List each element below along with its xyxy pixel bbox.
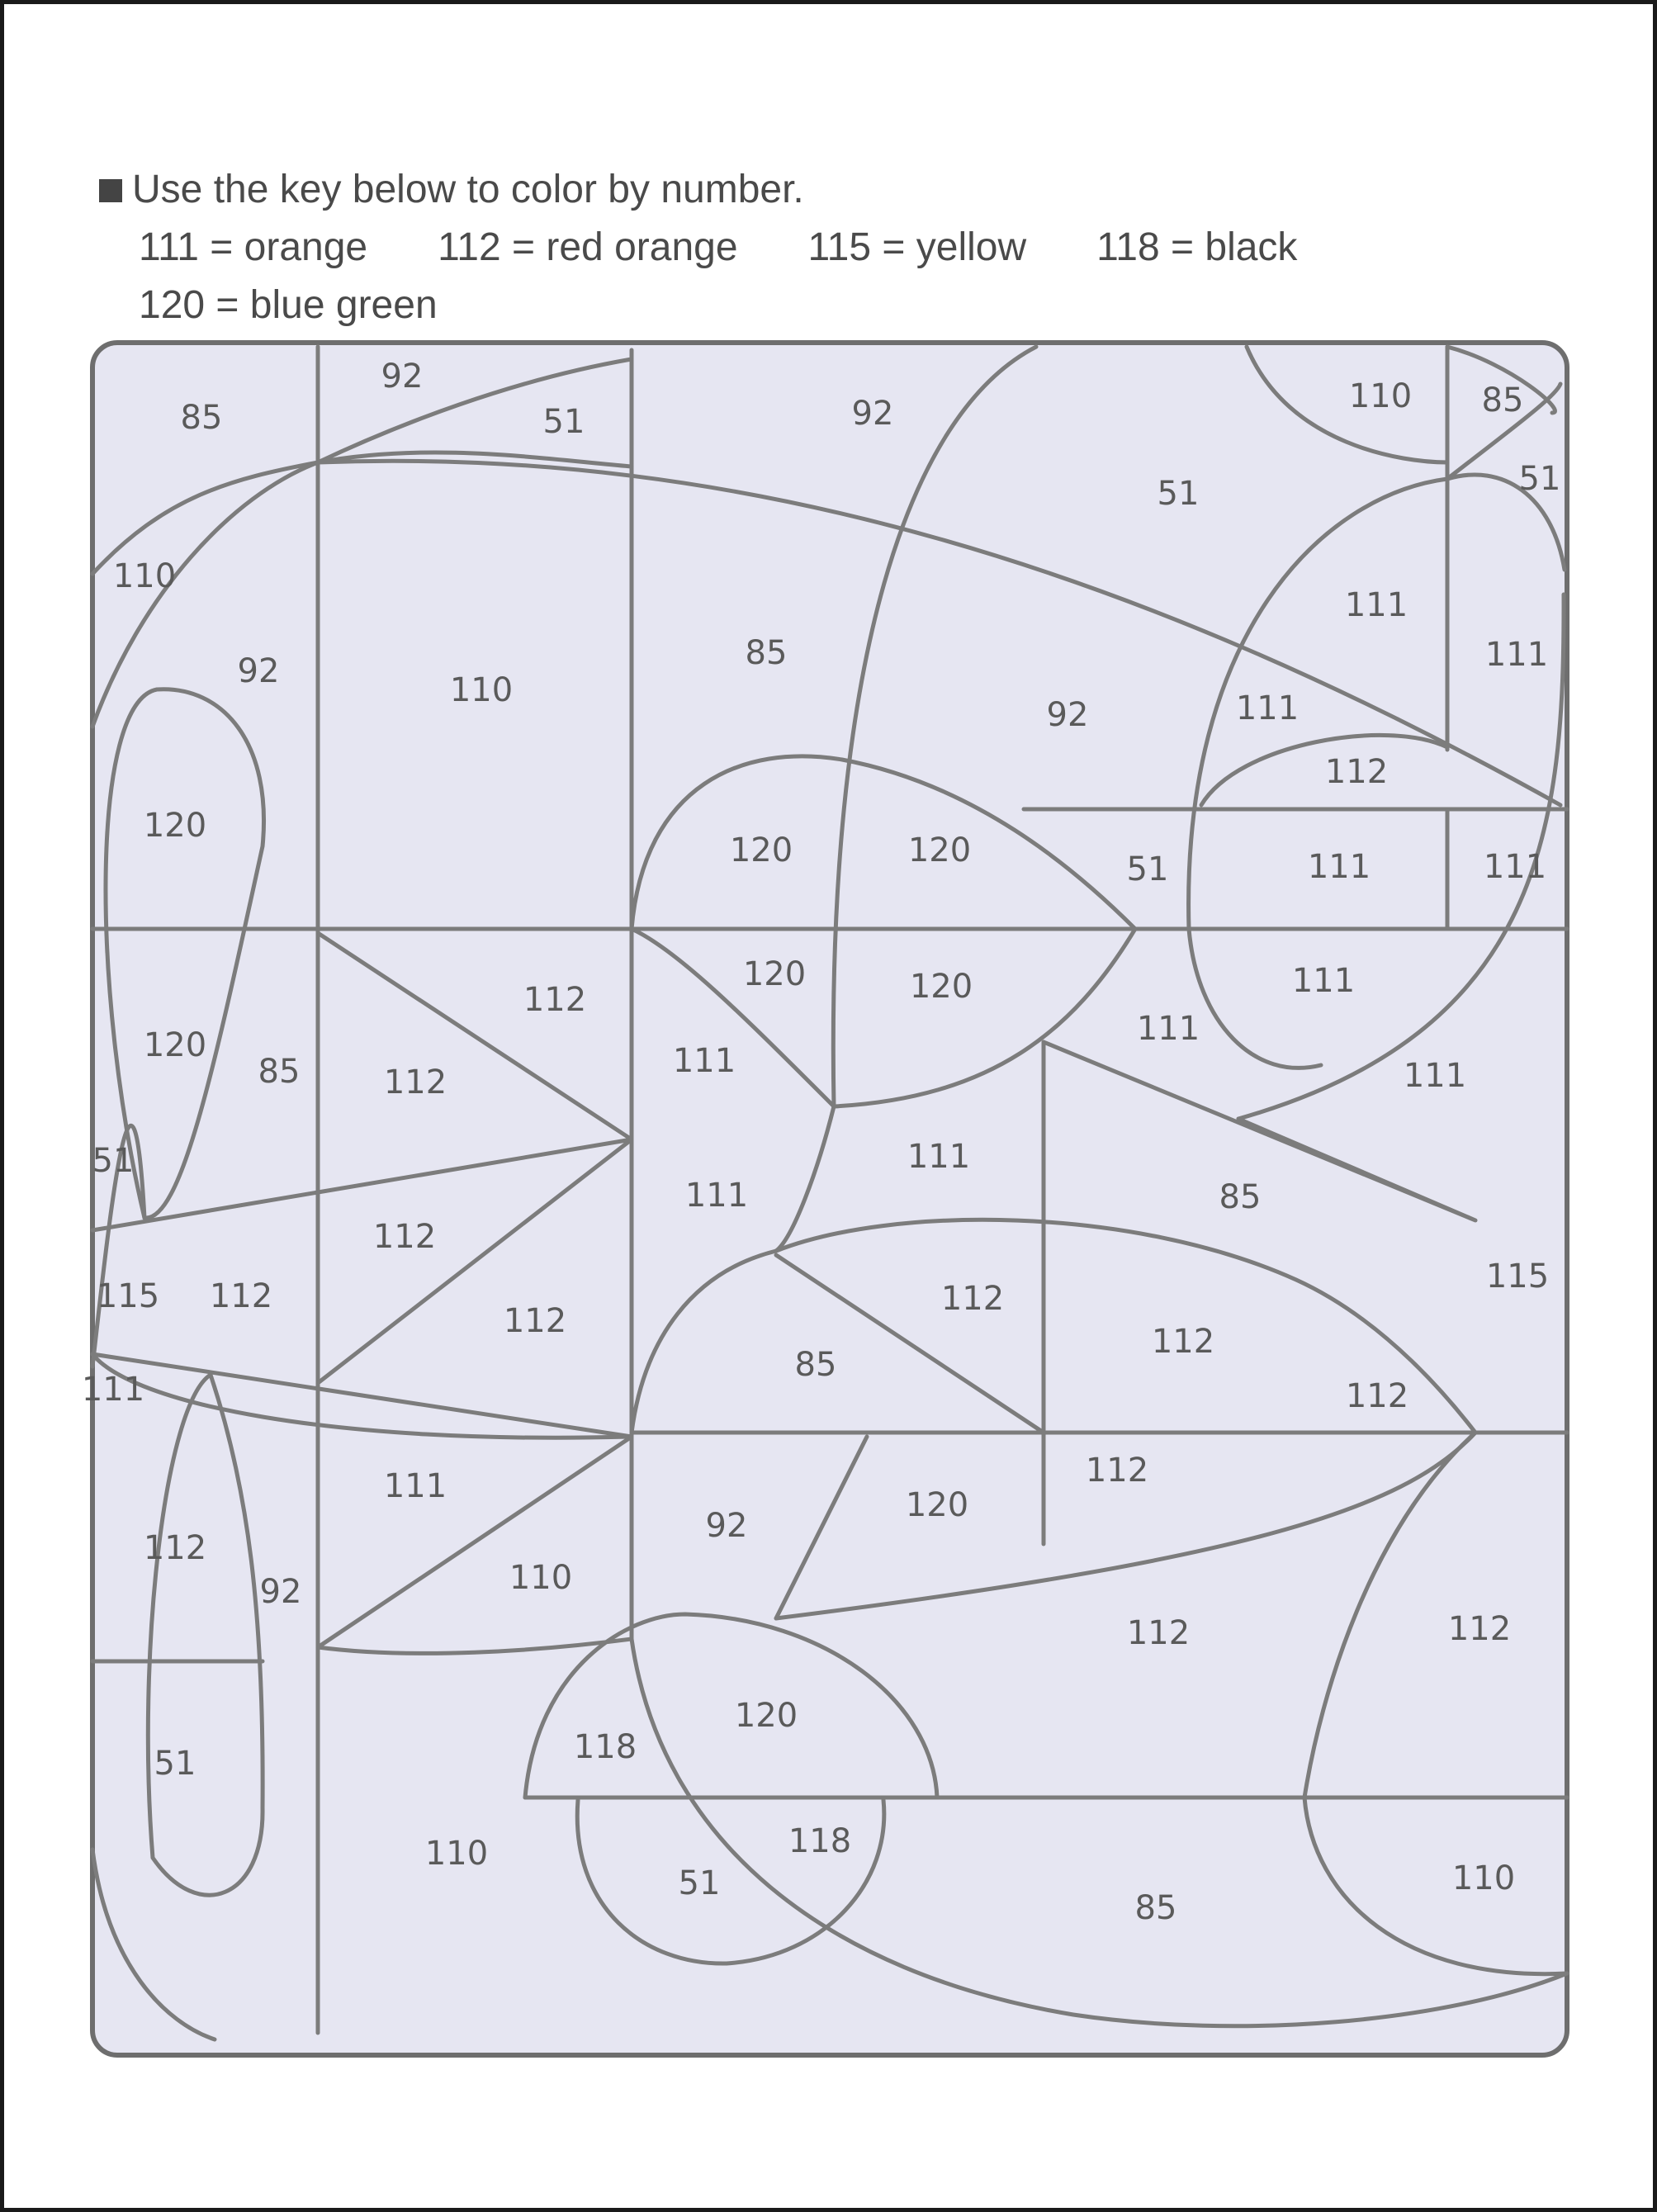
region-number: 111 <box>1403 1057 1467 1095</box>
region-number: 111 <box>383 1467 447 1505</box>
region-number: 85 <box>794 1346 837 1384</box>
region-number: 51 <box>678 1864 721 1902</box>
region-number: 92 <box>1046 696 1089 734</box>
region-number: 120 <box>143 1026 207 1064</box>
region-number: 120 <box>907 831 972 869</box>
region-number: 85 <box>180 399 223 437</box>
region-number: 112 <box>1447 1610 1512 1648</box>
region-number: 120 <box>909 968 973 1006</box>
region-number: 92 <box>705 1507 748 1545</box>
region-number: 110 <box>1348 377 1413 415</box>
region-number: 118 <box>788 1822 852 1860</box>
region-number: 111 <box>1483 848 1547 886</box>
region-number: 85 <box>1481 381 1524 419</box>
region-number: 111 <box>684 1177 749 1215</box>
region-number: 85 <box>1219 1178 1262 1216</box>
region-number: 120 <box>734 1697 798 1735</box>
region-number: 111 <box>907 1138 971 1176</box>
instructions-title: Use the key below to color by number. <box>132 168 804 211</box>
region-number: 85 <box>258 1053 301 1091</box>
region-number: 110 <box>424 1835 489 1873</box>
region-number: 112 <box>1324 753 1389 791</box>
region-number: 51 <box>542 403 585 441</box>
region-number: 110 <box>449 671 514 709</box>
region-number: 120 <box>905 1486 969 1524</box>
region-number: 112 <box>523 981 587 1019</box>
region-number: 51 <box>92 1142 135 1180</box>
region-number: 115 <box>1485 1258 1550 1295</box>
region-number: 85 <box>745 634 788 672</box>
region-number: 112 <box>383 1063 447 1101</box>
region-number: 92 <box>381 358 424 396</box>
key-item-111: 111 = orange <box>139 225 368 269</box>
region-number: 112 <box>503 1302 567 1340</box>
key-item-112: 112 = red orange <box>438 225 738 269</box>
key-item-120: 120 = blue green <box>139 283 438 327</box>
region-number: 92 <box>851 395 894 433</box>
region-number: 111 <box>672 1042 736 1080</box>
region-number: 85 <box>1134 1889 1177 1927</box>
key-item-118: 118 = black <box>1096 225 1298 269</box>
region-number: 51 <box>1157 475 1200 513</box>
region-number: 51 <box>154 1745 196 1783</box>
region-number: 111 <box>1484 636 1549 674</box>
region-number: 120 <box>742 955 807 993</box>
region-number: 112 <box>1345 1377 1409 1415</box>
region-number: 110 <box>112 557 177 595</box>
region-number: 92 <box>259 1573 302 1611</box>
region-number: 112 <box>372 1218 437 1256</box>
key-item-115: 115 = yellow <box>807 225 1027 269</box>
region-number: 111 <box>81 1371 145 1409</box>
region-number: 111 <box>1344 586 1408 624</box>
region-number: 115 <box>96 1277 160 1315</box>
region-number: 118 <box>573 1728 637 1766</box>
region-number: 51 <box>1518 460 1561 498</box>
region-number: 110 <box>509 1559 573 1597</box>
region-number: 112 <box>1151 1323 1215 1361</box>
region-number: 112 <box>1085 1452 1149 1490</box>
region-number: 51 <box>1126 850 1169 888</box>
region-number: 112 <box>143 1529 207 1567</box>
region-number: 112 <box>1126 1614 1191 1652</box>
region-number: 111 <box>1307 848 1371 886</box>
region-number: 120 <box>729 831 793 869</box>
region-number: 92 <box>237 652 280 690</box>
region-number: 112 <box>209 1277 273 1315</box>
region-number: 110 <box>1451 1859 1516 1897</box>
region-number: 111 <box>1136 1010 1200 1048</box>
region-number: 112 <box>940 1280 1005 1318</box>
region-number: 111 <box>1291 962 1356 1000</box>
region-number: 120 <box>143 807 207 845</box>
region-number: 111 <box>1235 689 1300 727</box>
